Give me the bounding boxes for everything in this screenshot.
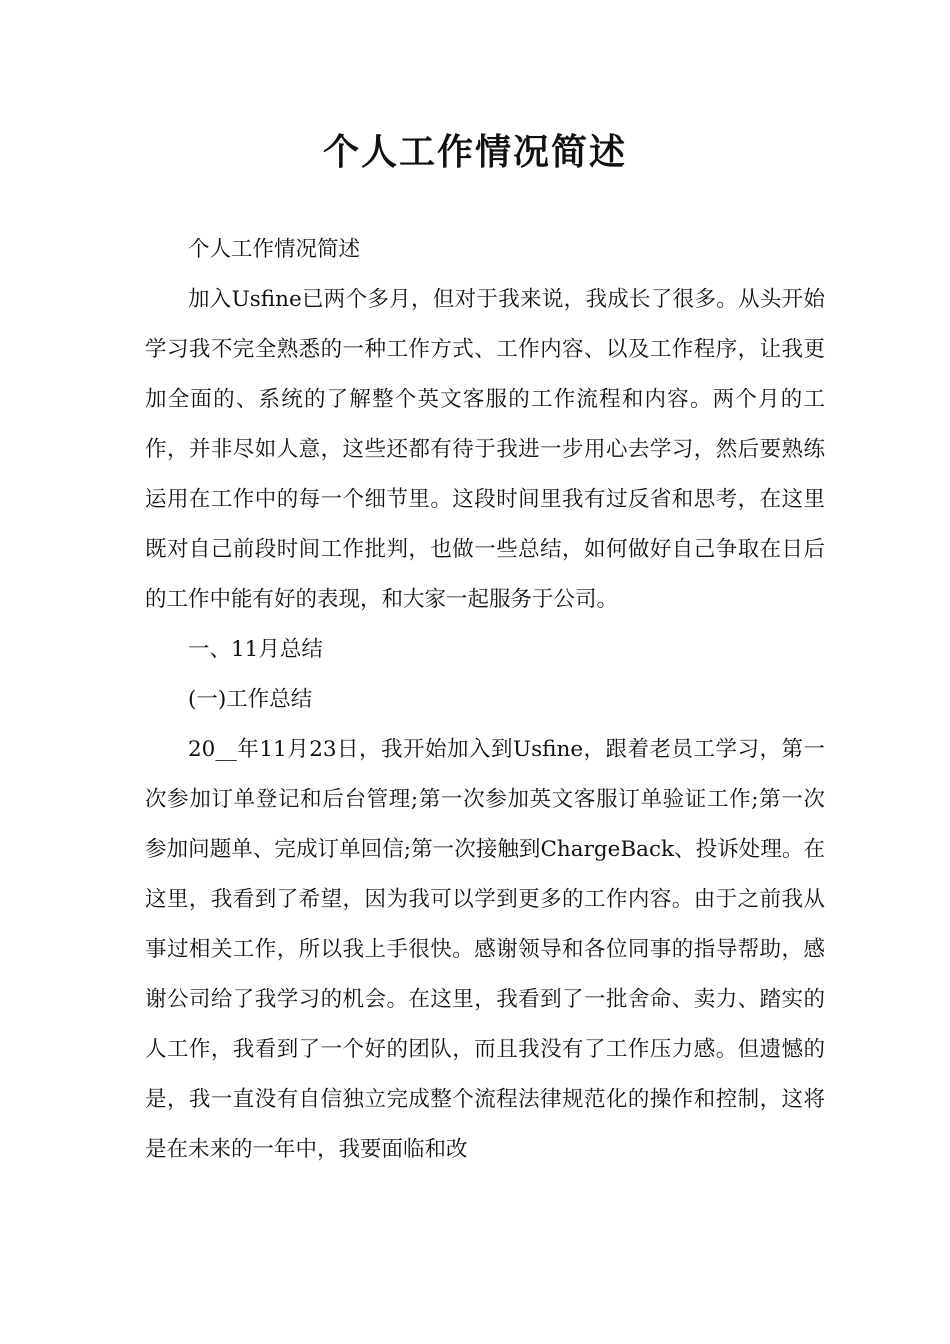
paragraph-work-summary: 20__年11月23日，我开始加入到Usfine，跟着老员工学习，第一次参加订单登记和后台管理;第一次参加英文客服订单验证工作;第一次参加问题单、完成订单回信;第一次接触到ChargeBack、投诉处理。在这里，我看到了希望，因为我可以学到更多的工作内容。由于之前我从事过相关工作，所以我上手很快。感谢领导和各位同事的指导帮助，感谢公司给了我学习的机会。在这里，我看到了一批舍命、卖力、踏实的人工作，我看到了一个好的团队，而且我没有了工作压力感。但遗憾的是，我一直没有自信独立完成整个流程法律规范化的操作和控制，这将是在未来的一年中，我要面临和改 (145, 737, 825, 1162)
document-body (145, 225, 825, 1175)
subsection-heading-work-summary: (一)工作总结 (188, 687, 313, 712)
paragraph-intro: 加入Usfine已两个多月，但对于我来说，我成长了很多。从头开始学习我不完全熟悉的一种工作方式、工作内容、以及工作程序，让我更加全面的、系统的了解整个英文客服的工作流程和内容。两个月的工作，并非尽如人意，这些还都有待于我进一步用心去学习，然后要熟练运用在工作中的每一个细节里。这段时间里我有过反省和思考，在这里既对自己前段时间工作批判，也做一些总结，如何做好自己争取在日后的工作中能有好的表现，和大家一起服务于公司。 (145, 287, 825, 612)
document-title: 个人工作情况简述 (322, 131, 627, 173)
section-heading-november: 一、11月总结 (188, 637, 323, 662)
paragraph-subtitle: 个人工作情况简述 (188, 237, 361, 262)
